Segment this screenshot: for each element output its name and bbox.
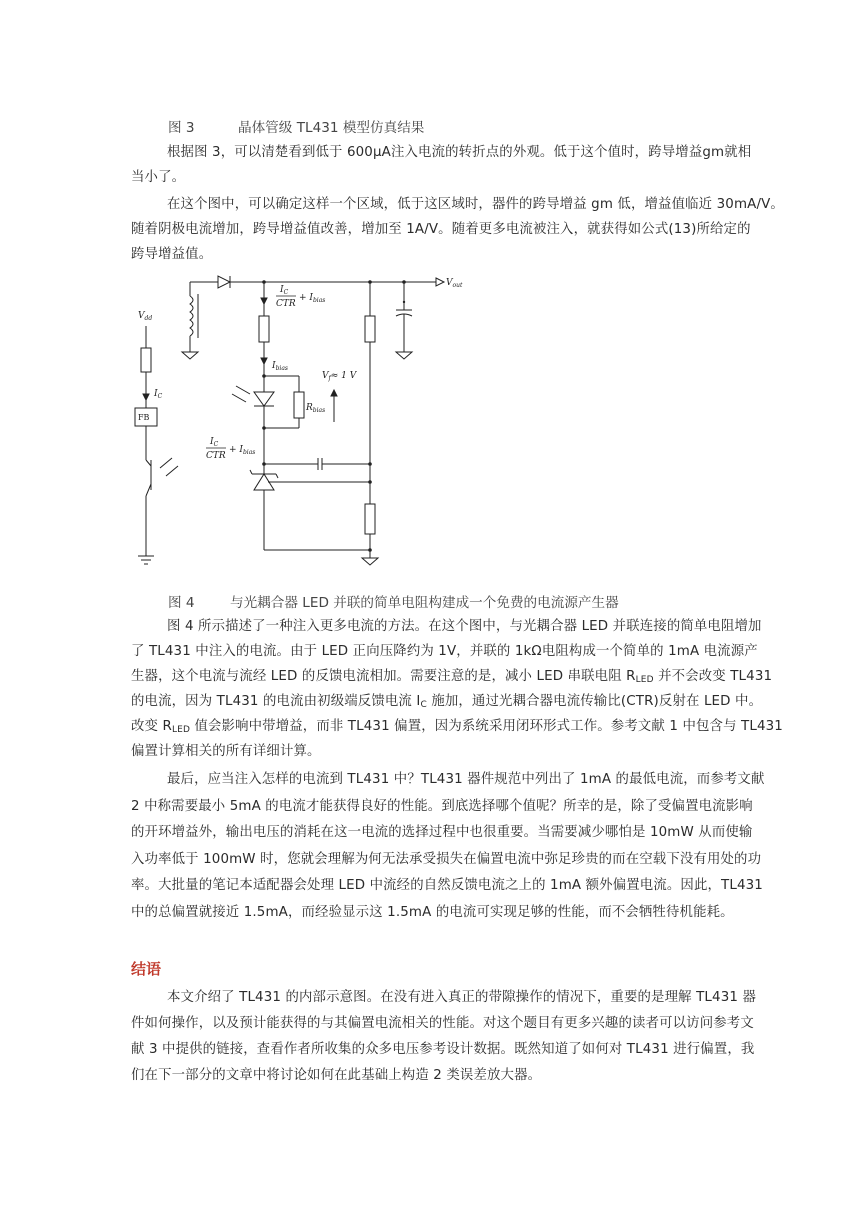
top-current-denominator: CTR [276,299,296,309]
figure3-title: 晶体管级 TL431 模型仿真结果 [238,120,425,136]
para3-line2: 了 TL431 中注入的电流。由于 LED 正向压降约为 1V，并联的 1kΩ电阻构成一个简单的 1mA 电流源产 [131,644,758,659]
para5-line4: 们在下一部分的文章中将讨论如何在此基础上构造 2 类误差放大器。 [131,1068,542,1083]
para4-line2: 2 中称需要最小 5mA 的电流才能获得良好的性能。到底选择哪个值呢？所幸的是，除了受偏置电流影响 [131,799,753,814]
ic-label: $I_C$ [154,389,163,400]
mid-current-numerator: $I_C$ [210,437,219,448]
figure3-caption [168,116,424,136]
top-current-numerator: $I_C$ [280,285,289,296]
para2-line2: 随着阴极电流增加，跨导增益值改善，增加至 1A/V。随着更多电流被注入，就获得如公式(13)所给定的 [131,222,751,237]
para4-line3: 的开环增益外，输出电压的消耗在这一电流的选择过程中也很重要。当需要减少哪怕是 10mW 从而使输 [131,825,753,840]
para5-line3: 献 3 中提供的链接，查看作者所收集的众多电压参考设计数据。既然知道了如何对 TL431 进行偏置，我 [131,1042,755,1057]
vdd-label: $V_{dd}$ [138,311,153,322]
ibias-label: $I_{bias}$ [272,361,288,372]
para2-line1: 在这个图中，可以确定这样一个区域，低于这区域时，器件的跨导增益 gm 低，增益值临近 30mA/V。 [167,197,784,212]
para5-line2: 件如何操作，以及预计能获得的与其偏置电流相关的性能。对这个题目有更多兴趣的读者可以访问参考文 [131,1016,754,1031]
rbias-label: $R_{bias}$ [306,403,326,414]
vf-label: $V_f\approx 1$ V [322,371,357,382]
para3-line4: 的电流，因为 TL431 的电流由初级端反馈电流 $I_C$ 施加，通过光耦合器电流传输比(CTR)反射在 LED 中。 [131,694,763,710]
circuit-diagram [126,268,478,580]
conclusion-heading: 结语 [131,960,162,978]
para3-line1: 图 4 所示描述了一种注入更多电流的方法。在这个图中，与光耦合器 LED 并联连接的简单电阻增加 [167,619,762,634]
mid-current-denominator: CTR [206,451,226,461]
para4-line5: 率。大批量的笔记本适配器会处理 LED 中流经的自然反馈电流之上的 1mA 额外偏置电流。因此，TL431 [131,878,763,893]
para4-line4: 入功率低于 100mW 时，您就会理解为何无法承受损失在偏置电流中弥足珍贵的而在空载下没有用处的功 [131,852,762,867]
para1-line1: 根据图 3，可以清楚看到低于 600μA注入电流的转折点的外观。低于这个值时，跨导增益gm就相 [167,145,752,160]
para1-line2: 当小了。 [131,170,186,185]
para3-line5: 改变 $R_{LED}$ 值会影响中带增益，而非 TL431 偏置，因为系统采用闭环形式工作。参考文献 1 中包含与 TL431 [131,719,783,735]
para4-line1: 最后，应当注入怎样的电流到 TL431 中？TL431 器件规范中列出了 1mA 的最低电流，而参考文献 [167,772,765,787]
vout-label: $V_{out}$ [446,278,463,289]
mid-current-plus: + $I_{bias}$ [229,445,256,456]
figure4-number: 图 4 [168,595,195,611]
para4-line6: 中的总偏置就接近 1.5mA，而经验显示这 1.5mA 的电流可实现足够的性能，而不会牺牲待机能耗。 [131,905,734,920]
top-current-plus: + $I_{bias}$ [299,293,326,304]
figure3-number: 图 3 [168,120,195,136]
circuit-schematic [126,268,478,580]
para2-line3: 跨导增益值。 [131,247,213,262]
figure4-title: 与光耦合器 LED 并联的简单电阻构建成一个免费的电流源产生器 [230,595,619,611]
para3-line3: 生器，这个电流与流经 LED 的反馈电流相加。需要注意的是，减小 LED 串联电阻 $R_{LED}$ 并不会改变 TL431 [131,669,773,685]
para3-line6: 偏置计算相关的所有详细计算。 [131,744,321,759]
para5-line1: 本文介绍了 TL431 的内部示意图。在没有进入真正的带隙操作的情况下，重要的是理解 TL431 器 [167,990,756,1005]
fb-label: FB [138,413,150,422]
figure4-caption [168,591,619,611]
